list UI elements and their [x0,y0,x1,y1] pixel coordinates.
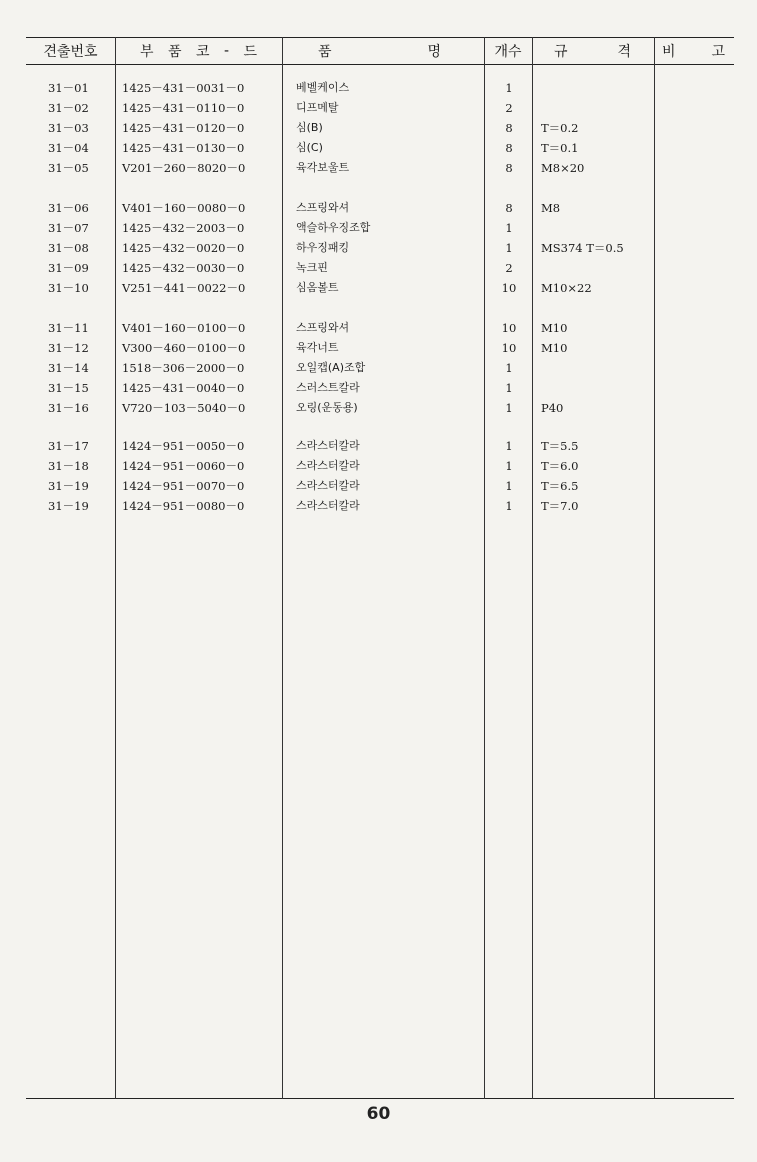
table-bottom-rule [26,1098,734,1099]
quantity: 10 [501,321,517,335]
part-name: 심옴볼트 [296,281,339,294]
specification: T＝7.0 [541,499,579,513]
part-name: 스프링와셔 [296,321,350,334]
specification: M10 [541,321,568,335]
specification: T＝0.2 [541,121,579,135]
table-row [0,338,757,358]
table-row [0,436,757,456]
part-code: V251－441－0022－0 [122,281,246,295]
part-name: 심(B) [296,121,323,134]
part-code: 1425－431－0120－0 [122,121,245,135]
ref-number: 31－02 [48,101,89,115]
specification: T＝0.1 [541,141,579,155]
table-row [0,476,757,496]
part-name: 스러스트칼라 [296,381,360,394]
part-name: 하우징패킹 [296,241,350,254]
ref-number: 31－18 [48,459,89,473]
header-remark-char: 고 [711,44,726,60]
ref-number: 31－11 [48,321,89,335]
table-row [0,456,757,476]
specification: T＝5.5 [541,439,579,453]
table-row [0,378,757,398]
ref-number: 31－15 [48,381,89,395]
table-row [0,78,757,98]
part-code: 1424－951－0060－0 [122,459,245,473]
header-code-char: 드 [243,44,258,60]
ref-number: 31－14 [48,361,89,375]
quantity: 8 [505,201,513,215]
table-header-rule [26,64,734,65]
table-row [0,258,757,278]
quantity: 2 [505,261,513,275]
ref-number: 31－10 [48,281,89,295]
part-name: 오일캡(A)조합 [296,361,366,374]
header-code-char: 코 [195,44,211,60]
ref-number: 31－16 [48,401,89,415]
ref-number: 31－06 [48,201,89,215]
part-code: 1424－951－0070－0 [122,479,245,493]
part-code: V720－103－5040－0 [122,401,246,415]
quantity: 1 [505,81,513,95]
header-remarks [654,39,734,63]
part-code: 1425－432－0030－0 [122,261,245,275]
quantity: 1 [505,381,513,395]
part-code: 1425－431－0110－0 [122,101,245,115]
header-qty-label: 개수 [494,44,522,60]
part-code: 1424－951－0080－0 [122,499,245,513]
part-name: 육각보울트 [296,161,350,174]
part-code: 1425－431－0040－0 [122,381,245,395]
quantity: 10 [501,281,517,295]
table-top-rule [26,37,734,38]
ref-number: 31－04 [48,141,89,155]
quantity: 1 [505,459,513,473]
column-divider [654,37,655,1099]
table-row [0,358,757,378]
header-code-char: 부 [140,44,155,60]
part-name: 스라스터칼라 [296,459,360,472]
table-row [0,218,757,238]
ref-number: 31－09 [48,261,89,275]
header-part-name [310,39,450,63]
header-name-char: 품 [318,44,333,60]
quantity: 8 [505,121,513,135]
specification: M8 [541,201,561,215]
table-row [0,398,757,418]
part-code: V401－160－0100－0 [122,321,246,335]
table-row [0,118,757,138]
part-code: 1425－432－2003－0 [122,221,245,235]
ref-number: 31－17 [48,439,89,453]
column-divider [484,37,485,1099]
quantity: 8 [505,141,513,155]
quantity: 10 [501,341,517,355]
specification: T＝6.5 [541,479,579,493]
part-name: 스라스터칼라 [296,439,360,452]
part-name: 베벨케이스 [296,81,350,94]
column-divider [532,37,533,1099]
part-code: 1425－431－0130－0 [122,141,245,155]
part-name: 오링(운동용) [296,401,358,414]
header-code-char: - [223,43,231,59]
part-name: 액슬하우징조합 [296,221,371,234]
quantity: 2 [505,101,513,115]
specification: P40 [541,401,564,415]
header-remark-char: 비 [662,44,677,60]
table-row [0,238,757,258]
quantity: 1 [505,221,513,235]
specification: M10 [541,341,568,355]
ref-number: 31－19 [48,479,89,493]
page-number: 60 [366,1104,391,1124]
table-row [0,496,757,516]
ref-number: 31－05 [48,161,89,175]
header-code-char: 품 [167,44,183,60]
header-name-char: 명 [427,44,442,60]
ref-number: 31－07 [48,221,89,235]
part-code: V401－160－0080－0 [122,201,246,215]
table-row [0,318,757,338]
specification: MS374 T＝0.5 [541,241,624,255]
part-name: 스라스터칼라 [296,479,360,492]
part-code: V300－460－0100－0 [122,341,246,355]
part-name: 녹크핀 [296,261,328,274]
table-row [0,278,757,298]
ref-number: 31－19 [48,499,89,513]
quantity: 8 [505,161,513,175]
quantity: 1 [505,361,513,375]
quantity: 1 [505,439,513,453]
quantity: 1 [505,479,513,493]
ref-number: 31－03 [48,121,89,135]
header-ref-number [26,39,115,63]
part-name: 스라스터칼라 [296,499,360,512]
part-code: 1425－432－0020－0 [122,241,245,255]
quantity: 1 [505,499,513,513]
specification: M8×20 [541,161,585,175]
header-quantity [484,39,532,63]
part-name: 디프메탈 [296,101,339,114]
quantity: 1 [505,241,513,255]
header-part-code [140,39,258,63]
part-code: 1424－951－0050－0 [122,439,245,453]
ref-number: 31－12 [48,341,89,355]
header-spec-char: 규 [554,44,569,60]
part-name: 스프링와셔 [296,201,350,214]
table-row [0,98,757,118]
column-divider [282,37,283,1099]
table-row [0,138,757,158]
column-divider [115,37,116,1099]
part-name: 심(C) [296,141,323,154]
specification: M10×22 [541,281,592,295]
part-code: 1425－431－0031－0 [122,81,245,95]
part-code: 1518－306－2000－0 [122,361,245,375]
ref-number: 31－08 [48,241,89,255]
ref-number: 31－01 [48,81,89,95]
quantity: 1 [505,401,513,415]
specification: T＝6.0 [541,459,579,473]
header-specification [532,39,654,63]
table-row [0,198,757,218]
part-code: V201－260－8020－0 [122,161,246,175]
part-name: 육각너트 [296,341,339,354]
header-spec-char: 격 [617,44,632,60]
table-row [0,158,757,178]
header-ref-label: 견출번호 [43,44,98,60]
